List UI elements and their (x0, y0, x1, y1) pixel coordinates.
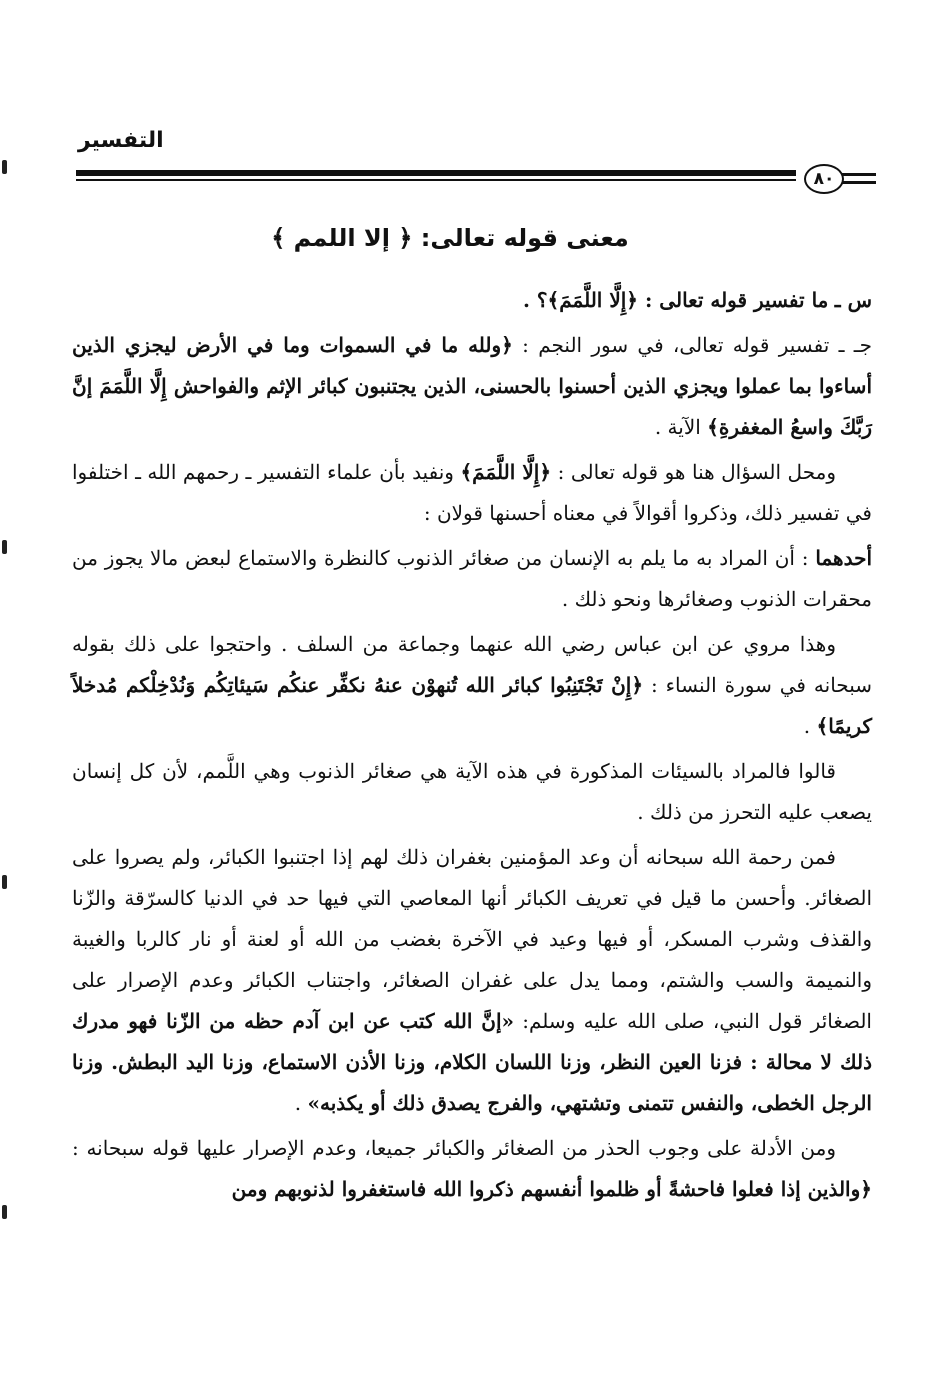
page-number-block (800, 164, 876, 194)
question-text: ما تفسير قوله تعالى : ﴿إِلَّا اللَّمَمَ﴾؟ . (522, 288, 829, 312)
header-rule (76, 170, 796, 184)
answer-verse: ﴿ولله ما في السموات وما في الأرض ليجزي الذين أساءوا بما عملوا ويجزي الذين أحسنوا بالحسنى، الذين يجتنبون كبائر الإثم والفواحش إِلَّا اللَّمَمَ إنَّ رَبَّكَ واسعُ المغفرةِ﴾ (72, 333, 872, 439)
paragraph-4-text: قالوا فالمراد بالسيئات المذكورة في هذه الآية هي صغائر الذنوب وهي اللَّمم، لأن كل إنسان يصعب عليه التحرز من ذلك . (72, 759, 872, 824)
paragraph-6-verse: ﴿والذين إذا فعلوا فاحشةً أو ظلموا أنفسهم ذكروا الله فاستغفروا لذنوبهم ومن (231, 1177, 872, 1201)
main-content (72, 280, 872, 1214)
running-title: التفسير (78, 128, 164, 153)
page-number-ornament-bottom (842, 181, 876, 184)
question-prefix: س ـ (834, 288, 872, 312)
paragraph-2-lead: أحدهما (815, 546, 873, 570)
paragraph-6 (72, 1128, 872, 1210)
scan-margin-mark (2, 875, 7, 889)
answer-text: تفسير قوله تعالى، في سور النجم : (512, 333, 830, 357)
answer-prefix: جـ ـ (838, 333, 872, 357)
paragraph-6-text: ومن الأدلة على وجوب الحذر من الصغائر والكبائر جميعا، وعدم الإصرار عليها قوله سبحانه : (72, 1136, 836, 1160)
question-paragraph (72, 280, 872, 321)
header-rule-thin (76, 179, 796, 181)
paragraph-1-text-a: ومحل السؤال هنا هو قوله تعالى : (551, 460, 836, 484)
page-number-ornament-top (842, 173, 876, 176)
paragraph-3 (72, 624, 872, 747)
paragraph-3-text: وهذا مروي عن ابن عباس رضي الله عنهما وجماعة من السلف . واحتجوا على ذلك بقوله سبحانه في سورة النساء : (72, 632, 873, 697)
paragraph-2 (72, 538, 872, 620)
paragraph-2-text: : أن المراد به ما يلم به الإنسان من صغائر الذنوب كالنظرة والاستماع لبعض مالا يجوز من محقرات الذنوب وصغائرها ونحو ذلك . (72, 546, 872, 611)
scan-margin-mark (2, 160, 7, 174)
paragraph-5 (72, 837, 872, 1124)
header-rule-thick (76, 170, 796, 176)
scan-margin-mark (2, 1205, 7, 1219)
scan-margin-mark (2, 540, 7, 554)
paragraph-5-tail: . (294, 1091, 308, 1115)
paragraph-3-verse: ﴿إِنْ تَجْتَنِبُوا كبائر الله تُنهوْن عنهُ نكفِّر عنكُم سَيئاتِكُم وَنُدْخِلْكم مُدخلاً كريمًا﴾ (72, 673, 872, 738)
paragraph-4 (72, 751, 872, 833)
paragraph-5-text: فمن رحمة الله سبحانه أن وعد المؤمنين بغفران ذلك لهم إذا اجتنبوا الكبائر، ولم يصروا على الصغائر. وأحسن ما قيل في تعريف الكبائر أنها المعاصي التي فيها حد في الدنيا كالسرّقة والزّنا والقذف وشرب المسكر، أو فيها وعيد في الآخرة بغضب من الله أو لعنة أو نار كالربا والغيبة والنميمة والسب والشتم، ومما يدل على غفران الصغائر، واجتناب الكبائر وعدم الإصرار على الصغائر قول النبي، صلى الله عليه وسلم: (72, 845, 872, 1033)
paragraph-1 (72, 452, 872, 534)
answer-paragraph (72, 325, 872, 448)
section-title: معنى قوله تعالى: ﴿ إلا اللمم ﴾ (271, 224, 629, 252)
paragraph-1-verse: ﴿إِلَّا اللَّمَمَ﴾ (460, 460, 552, 484)
paragraph-3-tail: . (803, 714, 817, 738)
paragraph-5-hadith: «إنَّ الله كتب عن ابن آدم حظه من الزّنا فهو مدرك ذلك لا محالة : فزنا العين النظر، وزنا اللسان الكلام، وزنا الأذن الاستماع، وزنا اليد البطش. وزنا الرجل الخطى، والنفس تتمنى وتشتهي، والفرج يصدق ذلك أو يكذبه» (72, 1009, 872, 1115)
paragraph-1-text-b: ونفيد بأن علماء التفسير ـ رحمهم الله ـ اختلفوا في تفسير ذلك، وذكروا أقوالاً في معناه أحسنها قولان : (72, 460, 872, 525)
answer-tail: الآية . (654, 415, 708, 439)
page-number: ٨٠ (804, 164, 844, 194)
